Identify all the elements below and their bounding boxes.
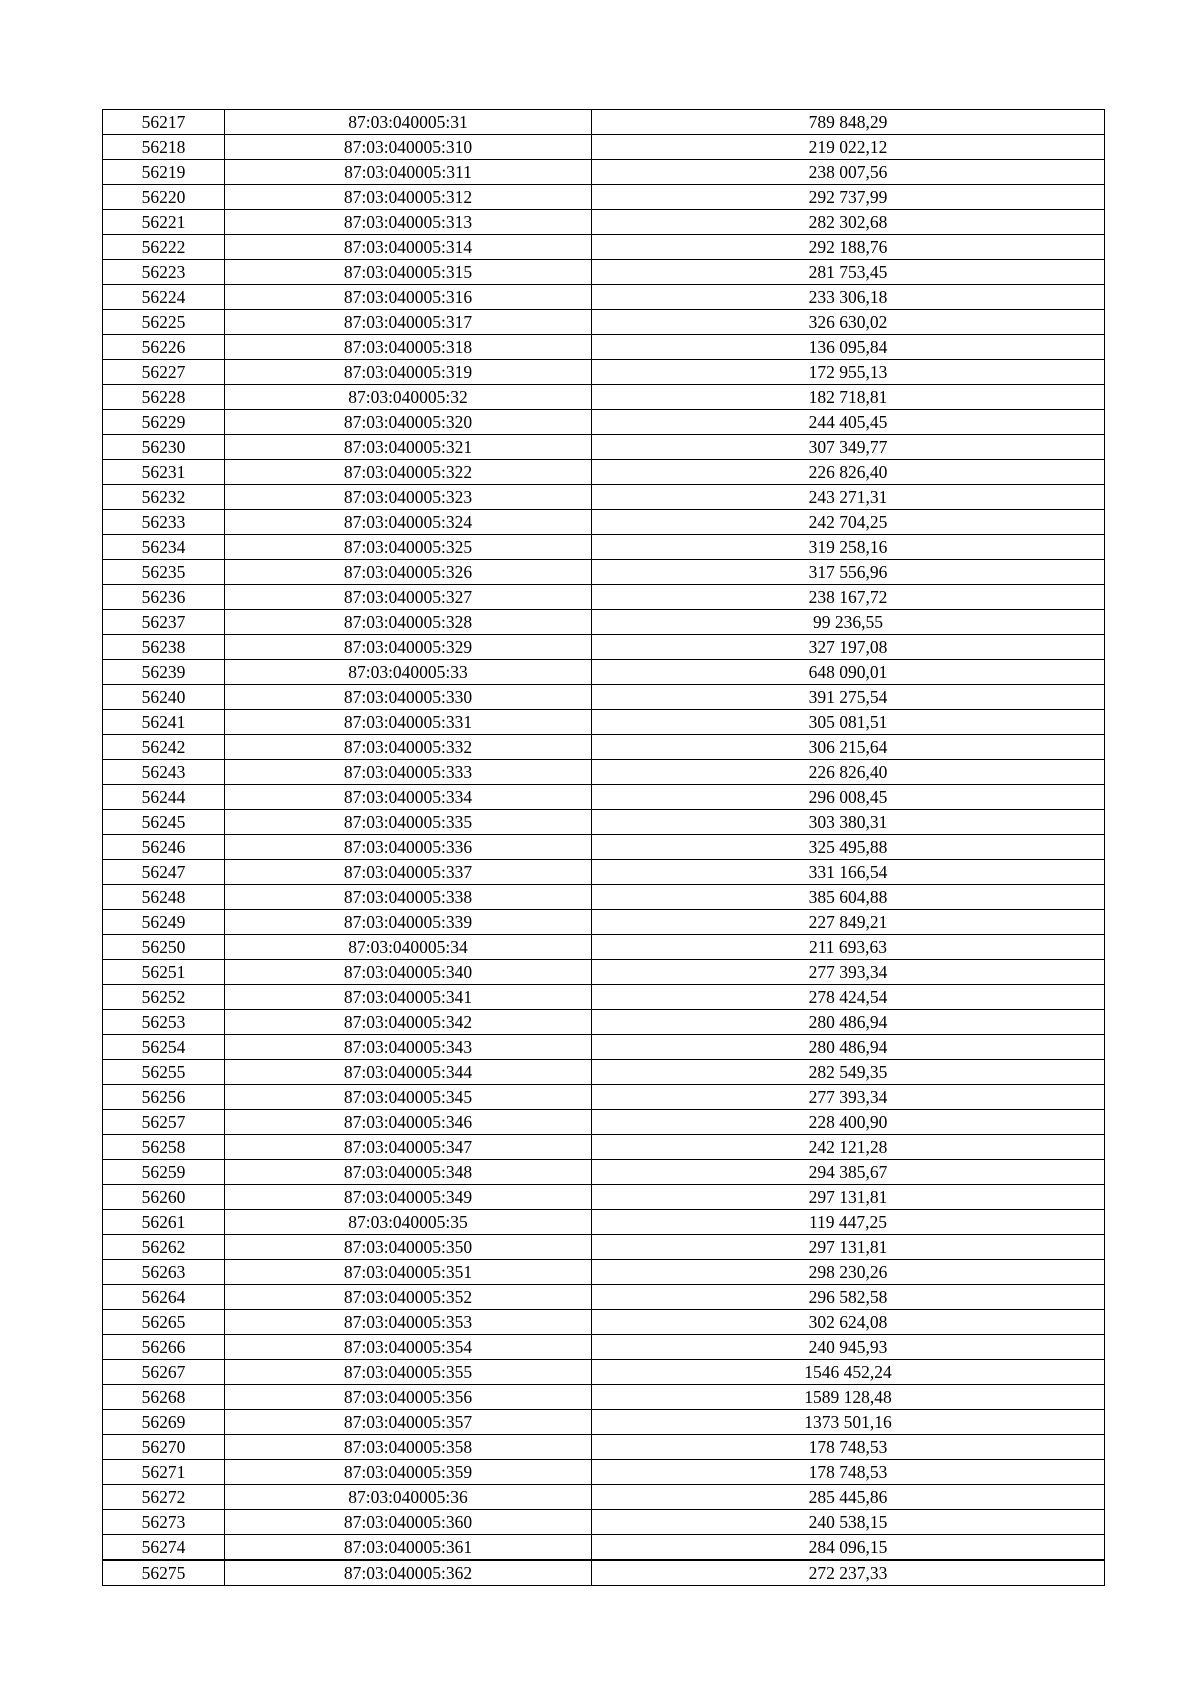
table-row bbox=[103, 910, 1105, 935]
cadastral-number-cell: 87:03:040005:345 bbox=[225, 1085, 592, 1110]
cadastral-number-cell: 87:03:040005:338 bbox=[225, 885, 592, 910]
row-number-cell: 56239 bbox=[103, 660, 225, 685]
table-row bbox=[103, 1410, 1105, 1435]
table-row bbox=[103, 1535, 1105, 1561]
cadastral-value-cell: 385 604,88 bbox=[592, 885, 1105, 910]
row-number-cell: 56222 bbox=[103, 235, 225, 260]
row-number-cell: 56270 bbox=[103, 1435, 225, 1460]
row-number-cell: 56256 bbox=[103, 1085, 225, 1110]
table-row bbox=[103, 535, 1105, 560]
row-number-cell: 56268 bbox=[103, 1385, 225, 1410]
table-row bbox=[103, 435, 1105, 460]
row-number-cell: 56224 bbox=[103, 285, 225, 310]
cadastral-value-cell: 211 693,63 bbox=[592, 935, 1105, 960]
table-row bbox=[103, 360, 1105, 385]
cadastral-number-cell: 87:03:040005:34 bbox=[225, 935, 592, 960]
cadastral-value-cell: 319 258,16 bbox=[592, 535, 1105, 560]
cadastral-value-cell: 297 131,81 bbox=[592, 1185, 1105, 1210]
row-number-cell: 56261 bbox=[103, 1210, 225, 1235]
cadastral-number-cell: 87:03:040005:320 bbox=[225, 410, 592, 435]
cadastral-value-cell: 292 737,99 bbox=[592, 185, 1105, 210]
table-row bbox=[103, 385, 1105, 410]
table-row bbox=[103, 335, 1105, 360]
row-number-cell: 56228 bbox=[103, 385, 225, 410]
row-number-cell: 56241 bbox=[103, 710, 225, 735]
row-number-cell: 56245 bbox=[103, 810, 225, 835]
row-number-cell: 56236 bbox=[103, 585, 225, 610]
cadastral-value-cell: 281 753,45 bbox=[592, 260, 1105, 285]
table-row bbox=[103, 1035, 1105, 1060]
cadastral-value-cell: 1546 452,24 bbox=[592, 1360, 1105, 1385]
row-number-cell: 56263 bbox=[103, 1260, 225, 1285]
table-row bbox=[103, 1060, 1105, 1085]
table-row bbox=[103, 1460, 1105, 1485]
cadastral-number-cell: 87:03:040005:31 bbox=[225, 110, 592, 135]
cadastral-value-cell: 272 237,33 bbox=[592, 1560, 1105, 1586]
row-number-cell: 56229 bbox=[103, 410, 225, 435]
cadastral-number-cell: 87:03:040005:354 bbox=[225, 1335, 592, 1360]
table-row bbox=[103, 1235, 1105, 1260]
cadastral-value-cell: 317 556,96 bbox=[592, 560, 1105, 585]
table-row bbox=[103, 1335, 1105, 1360]
row-number-cell: 56242 bbox=[103, 735, 225, 760]
cadastral-value-cell: 277 393,34 bbox=[592, 1085, 1105, 1110]
row-number-cell: 56260 bbox=[103, 1185, 225, 1210]
table-row bbox=[103, 1485, 1105, 1510]
table-row bbox=[103, 660, 1105, 685]
cadastral-value-cell: 282 549,35 bbox=[592, 1060, 1105, 1085]
row-number-cell: 56262 bbox=[103, 1235, 225, 1260]
table-row bbox=[103, 935, 1105, 960]
cadastral-number-cell: 87:03:040005:311 bbox=[225, 160, 592, 185]
cadastral-number-cell: 87:03:040005:33 bbox=[225, 660, 592, 685]
table-row bbox=[103, 785, 1105, 810]
cadastral-number-cell: 87:03:040005:347 bbox=[225, 1135, 592, 1160]
cadastral-number-cell: 87:03:040005:349 bbox=[225, 1185, 592, 1210]
table-row bbox=[103, 810, 1105, 835]
cadastral-number-cell: 87:03:040005:312 bbox=[225, 185, 592, 210]
cadastral-value-cell: 240 538,15 bbox=[592, 1510, 1105, 1535]
row-number-cell: 56217 bbox=[103, 110, 225, 135]
row-number-cell: 56271 bbox=[103, 1460, 225, 1485]
cadastral-value-cell: 227 849,21 bbox=[592, 910, 1105, 935]
row-number-cell: 56257 bbox=[103, 1110, 225, 1135]
cadastral-number-cell: 87:03:040005:321 bbox=[225, 435, 592, 460]
cadastral-value-cell: 331 166,54 bbox=[592, 860, 1105, 885]
cadastral-number-cell: 87:03:040005:328 bbox=[225, 610, 592, 635]
row-number-cell: 56220 bbox=[103, 185, 225, 210]
cadastral-number-cell: 87:03:040005:341 bbox=[225, 985, 592, 1010]
table-row bbox=[103, 110, 1105, 135]
table-row bbox=[103, 260, 1105, 285]
row-number-cell: 56243 bbox=[103, 760, 225, 785]
cadastral-value-cell: 296 008,45 bbox=[592, 785, 1105, 810]
row-number-cell: 56275 bbox=[103, 1560, 225, 1586]
row-number-cell: 56238 bbox=[103, 635, 225, 660]
cadastral-number-cell: 87:03:040005:356 bbox=[225, 1385, 592, 1410]
table-row bbox=[103, 960, 1105, 985]
table-row bbox=[103, 210, 1105, 235]
row-number-cell: 56267 bbox=[103, 1360, 225, 1385]
cadastral-value-cell: 297 131,81 bbox=[592, 1235, 1105, 1260]
cadastral-value-cell: 277 393,34 bbox=[592, 960, 1105, 985]
table-row bbox=[103, 1185, 1105, 1210]
cadastral-value-cell: 280 486,94 bbox=[592, 1010, 1105, 1035]
cadastral-value-cell: 302 624,08 bbox=[592, 1310, 1105, 1335]
row-number-cell: 56232 bbox=[103, 485, 225, 510]
row-number-cell: 56264 bbox=[103, 1285, 225, 1310]
cadastral-number-cell: 87:03:040005:324 bbox=[225, 510, 592, 535]
row-number-cell: 56233 bbox=[103, 510, 225, 535]
table-row bbox=[103, 185, 1105, 210]
cadastral-value-cell: 172 955,13 bbox=[592, 360, 1105, 385]
cadastral-number-cell: 87:03:040005:334 bbox=[225, 785, 592, 810]
table-row bbox=[103, 835, 1105, 860]
table-row bbox=[103, 635, 1105, 660]
cadastral-number-cell: 87:03:040005:316 bbox=[225, 285, 592, 310]
cadastral-value-cell: 136 095,84 bbox=[592, 335, 1105, 360]
table-row bbox=[103, 510, 1105, 535]
table-row bbox=[103, 235, 1105, 260]
cadastral-number-cell: 87:03:040005:339 bbox=[225, 910, 592, 935]
cadastral-value-cell: 244 405,45 bbox=[592, 410, 1105, 435]
cadastral-number-cell: 87:03:040005:323 bbox=[225, 485, 592, 510]
cadastral-number-cell: 87:03:040005:337 bbox=[225, 860, 592, 885]
cadastral-number-cell: 87:03:040005:310 bbox=[225, 135, 592, 160]
cadastral-number-cell: 87:03:040005:318 bbox=[225, 335, 592, 360]
row-number-cell: 56221 bbox=[103, 210, 225, 235]
cadastral-number-cell: 87:03:040005:340 bbox=[225, 960, 592, 985]
row-number-cell: 56252 bbox=[103, 985, 225, 1010]
cadastral-value-cell: 298 230,26 bbox=[592, 1260, 1105, 1285]
cadastral-value-cell: 1589 128,48 bbox=[592, 1385, 1105, 1410]
table-row bbox=[103, 1310, 1105, 1335]
cadastral-number-cell: 87:03:040005:346 bbox=[225, 1110, 592, 1135]
cadastral-number-cell: 87:03:040005:315 bbox=[225, 260, 592, 285]
row-number-cell: 56246 bbox=[103, 835, 225, 860]
cadastral-number-cell: 87:03:040005:352 bbox=[225, 1285, 592, 1310]
cadastral-number-cell: 87:03:040005:360 bbox=[225, 1510, 592, 1535]
cadastral-number-cell: 87:03:040005:32 bbox=[225, 385, 592, 410]
table-row bbox=[103, 1360, 1105, 1385]
table-row bbox=[103, 735, 1105, 760]
cadastral-number-cell: 87:03:040005:357 bbox=[225, 1410, 592, 1435]
cadastral-value-cell: 119 447,25 bbox=[592, 1210, 1105, 1235]
table-row bbox=[103, 710, 1105, 735]
row-number-cell: 56244 bbox=[103, 785, 225, 810]
table-row bbox=[103, 1160, 1105, 1185]
table-row bbox=[103, 135, 1105, 160]
cadastral-value-cell: 233 306,18 bbox=[592, 285, 1105, 310]
row-number-cell: 56234 bbox=[103, 535, 225, 560]
table-row bbox=[103, 585, 1105, 610]
cadastral-number-cell: 87:03:040005:326 bbox=[225, 560, 592, 585]
cadastral-value-cell: 182 718,81 bbox=[592, 385, 1105, 410]
table-row bbox=[103, 560, 1105, 585]
cadastral-value-cell: 228 400,90 bbox=[592, 1110, 1105, 1135]
cadastral-value-cell: 292 188,76 bbox=[592, 235, 1105, 260]
table-row bbox=[103, 860, 1105, 885]
cadastral-number-cell: 87:03:040005:327 bbox=[225, 585, 592, 610]
row-number-cell: 56225 bbox=[103, 310, 225, 335]
cadastral-number-cell: 87:03:040005:335 bbox=[225, 810, 592, 835]
table-row bbox=[103, 460, 1105, 485]
row-number-cell: 56251 bbox=[103, 960, 225, 985]
cadastral-value-cell: 243 271,31 bbox=[592, 485, 1105, 510]
row-number-cell: 56248 bbox=[103, 885, 225, 910]
table-row bbox=[103, 1085, 1105, 1110]
row-number-cell: 56235 bbox=[103, 560, 225, 585]
table-row bbox=[103, 1010, 1105, 1035]
row-number-cell: 56250 bbox=[103, 935, 225, 960]
cadastral-value-table bbox=[102, 109, 1105, 1586]
cadastral-value-cell: 326 630,02 bbox=[592, 310, 1105, 335]
cadastral-value-cell: 99 236,55 bbox=[592, 610, 1105, 635]
cadastral-number-cell: 87:03:040005:317 bbox=[225, 310, 592, 335]
row-number-cell: 56272 bbox=[103, 1485, 225, 1510]
cadastral-number-cell: 87:03:040005:343 bbox=[225, 1035, 592, 1060]
cadastral-value-cell: 303 380,31 bbox=[592, 810, 1105, 835]
cadastral-number-cell: 87:03:040005:353 bbox=[225, 1310, 592, 1335]
cadastral-value-cell: 282 302,68 bbox=[592, 210, 1105, 235]
table-row bbox=[103, 610, 1105, 635]
cadastral-number-cell: 87:03:040005:314 bbox=[225, 235, 592, 260]
table-row bbox=[103, 1210, 1105, 1235]
cadastral-value-cell: 294 385,67 bbox=[592, 1160, 1105, 1185]
cadastral-value-cell: 280 486,94 bbox=[592, 1035, 1105, 1060]
cadastral-value-cell: 178 748,53 bbox=[592, 1435, 1105, 1460]
table-row bbox=[103, 985, 1105, 1010]
cadastral-value-cell: 325 495,88 bbox=[592, 835, 1105, 860]
row-number-cell: 56231 bbox=[103, 460, 225, 485]
cadastral-value-cell: 305 081,51 bbox=[592, 710, 1105, 735]
cadastral-value-cell: 1373 501,16 bbox=[592, 1410, 1105, 1435]
cadastral-number-cell: 87:03:040005:361 bbox=[225, 1535, 592, 1561]
table-row bbox=[103, 685, 1105, 710]
row-number-cell: 56253 bbox=[103, 1010, 225, 1035]
cadastral-value-cell: 178 748,53 bbox=[592, 1460, 1105, 1485]
row-number-cell: 56274 bbox=[103, 1535, 225, 1561]
cadastral-value-cell: 296 582,58 bbox=[592, 1285, 1105, 1310]
cadastral-value-cell: 278 424,54 bbox=[592, 985, 1105, 1010]
cadastral-number-cell: 87:03:040005:355 bbox=[225, 1360, 592, 1385]
cadastral-value-cell: 327 197,08 bbox=[592, 635, 1105, 660]
table-row bbox=[103, 760, 1105, 785]
cadastral-value-cell: 242 704,25 bbox=[592, 510, 1105, 535]
cadastral-value-cell: 238 007,56 bbox=[592, 160, 1105, 185]
cadastral-number-cell: 87:03:040005:35 bbox=[225, 1210, 592, 1235]
table-row bbox=[103, 310, 1105, 335]
cadastral-value-cell: 789 848,29 bbox=[592, 110, 1105, 135]
row-number-cell: 56273 bbox=[103, 1510, 225, 1535]
cadastral-number-cell: 87:03:040005:351 bbox=[225, 1260, 592, 1285]
row-number-cell: 56266 bbox=[103, 1335, 225, 1360]
cadastral-number-cell: 87:03:040005:359 bbox=[225, 1460, 592, 1485]
cadastral-value-cell: 306 215,64 bbox=[592, 735, 1105, 760]
cadastral-number-cell: 87:03:040005:322 bbox=[225, 460, 592, 485]
cadastral-number-cell: 87:03:040005:325 bbox=[225, 535, 592, 560]
cadastral-number-cell: 87:03:040005:350 bbox=[225, 1235, 592, 1260]
row-number-cell: 56237 bbox=[103, 610, 225, 635]
table-row bbox=[103, 1285, 1105, 1310]
cadastral-number-cell: 87:03:040005:319 bbox=[225, 360, 592, 385]
row-number-cell: 56259 bbox=[103, 1160, 225, 1185]
table-row bbox=[103, 885, 1105, 910]
table-row bbox=[103, 485, 1105, 510]
cadastral-number-cell: 87:03:040005:333 bbox=[225, 760, 592, 785]
table-row bbox=[103, 410, 1105, 435]
cadastral-number-cell: 87:03:040005:329 bbox=[225, 635, 592, 660]
cadastral-value-cell: 285 445,86 bbox=[592, 1485, 1105, 1510]
table-row bbox=[103, 1510, 1105, 1535]
cadastral-number-cell: 87:03:040005:362 bbox=[225, 1560, 592, 1586]
cadastral-value-cell: 238 167,72 bbox=[592, 585, 1105, 610]
row-number-cell: 56269 bbox=[103, 1410, 225, 1435]
cadastral-number-cell: 87:03:040005:313 bbox=[225, 210, 592, 235]
table-row bbox=[103, 1135, 1105, 1160]
table-row bbox=[103, 285, 1105, 310]
table-row bbox=[103, 1110, 1105, 1135]
cadastral-value-cell: 391 275,54 bbox=[592, 685, 1105, 710]
cadastral-value-cell: 226 826,40 bbox=[592, 760, 1105, 785]
row-number-cell: 56227 bbox=[103, 360, 225, 385]
row-number-cell: 56258 bbox=[103, 1135, 225, 1160]
cadastral-number-cell: 87:03:040005:358 bbox=[225, 1435, 592, 1460]
cadastral-number-cell: 87:03:040005:348 bbox=[225, 1160, 592, 1185]
cadastral-value-cell: 219 022,12 bbox=[592, 135, 1105, 160]
table-row bbox=[103, 1385, 1105, 1410]
table-body bbox=[103, 110, 1105, 1586]
cadastral-value-cell: 242 121,28 bbox=[592, 1135, 1105, 1160]
table-row bbox=[103, 1435, 1105, 1460]
cadastral-number-cell: 87:03:040005:331 bbox=[225, 710, 592, 735]
row-number-cell: 56255 bbox=[103, 1060, 225, 1085]
cadastral-number-cell: 87:03:040005:344 bbox=[225, 1060, 592, 1085]
table-row bbox=[103, 160, 1105, 185]
row-number-cell: 56226 bbox=[103, 335, 225, 360]
row-number-cell: 56218 bbox=[103, 135, 225, 160]
row-number-cell: 56230 bbox=[103, 435, 225, 460]
cadastral-value-cell: 240 945,93 bbox=[592, 1335, 1105, 1360]
row-number-cell: 56254 bbox=[103, 1035, 225, 1060]
cadastral-value-cell: 226 826,40 bbox=[592, 460, 1105, 485]
row-number-cell: 56219 bbox=[103, 160, 225, 185]
cadastral-number-cell: 87:03:040005:330 bbox=[225, 685, 592, 710]
cadastral-number-cell: 87:03:040005:332 bbox=[225, 735, 592, 760]
cadastral-number-cell: 87:03:040005:36 bbox=[225, 1485, 592, 1510]
cadastral-value-cell: 284 096,15 bbox=[592, 1535, 1105, 1561]
cadastral-number-cell: 87:03:040005:336 bbox=[225, 835, 592, 860]
row-number-cell: 56223 bbox=[103, 260, 225, 285]
table-row bbox=[103, 1260, 1105, 1285]
row-number-cell: 56247 bbox=[103, 860, 225, 885]
cadastral-number-cell: 87:03:040005:342 bbox=[225, 1010, 592, 1035]
row-number-cell: 56249 bbox=[103, 910, 225, 935]
row-number-cell: 56240 bbox=[103, 685, 225, 710]
row-number-cell: 56265 bbox=[103, 1310, 225, 1335]
cadastral-value-cell: 307 349,77 bbox=[592, 435, 1105, 460]
table-row bbox=[103, 1560, 1105, 1586]
cadastral-value-cell: 648 090,01 bbox=[592, 660, 1105, 685]
